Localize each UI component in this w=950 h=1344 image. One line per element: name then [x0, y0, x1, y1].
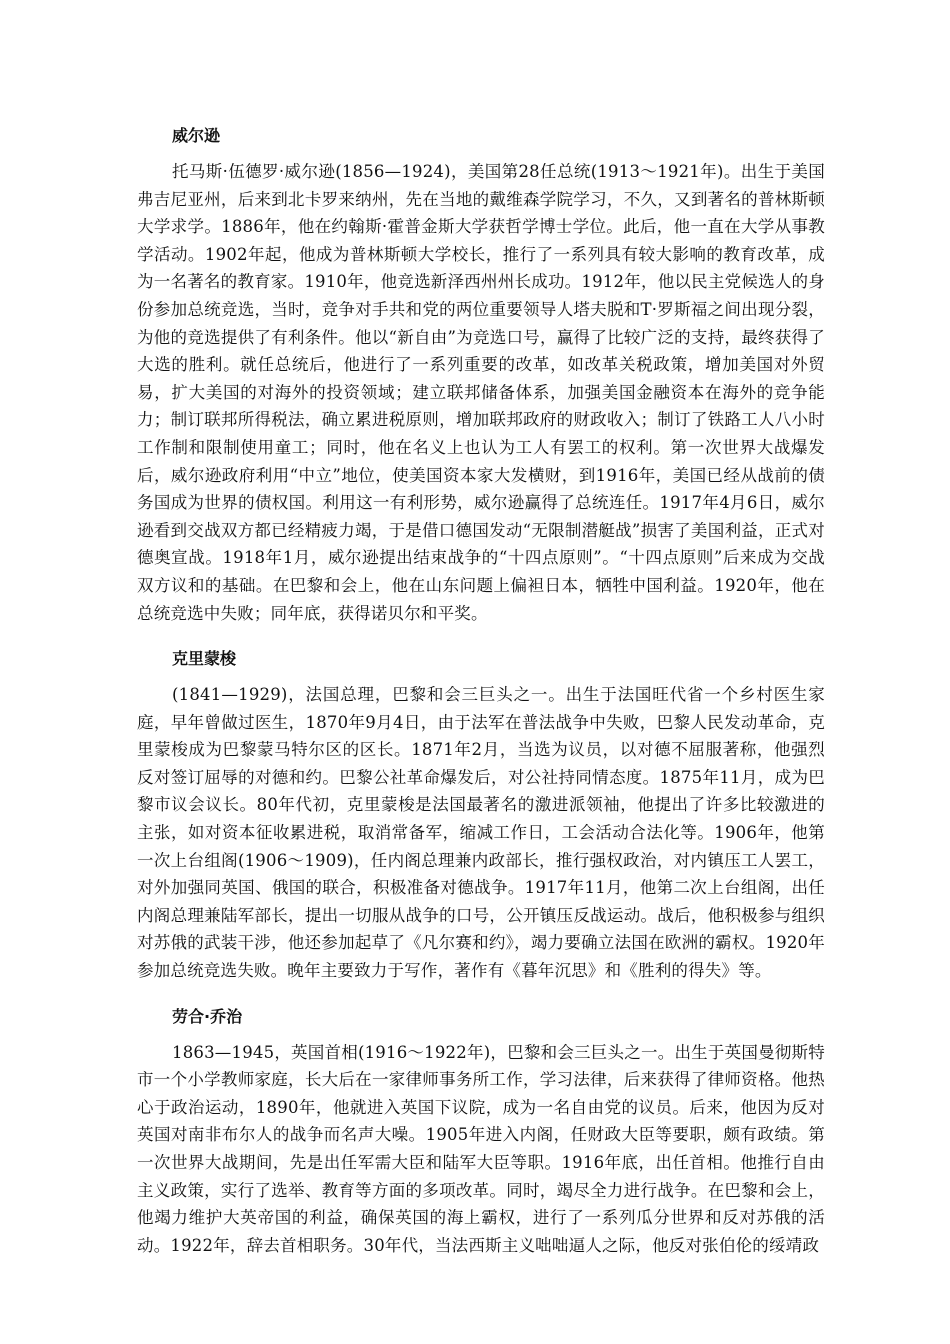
section-paragraph: (1841—1929)，法国总理，巴黎和会三巨头之一。出生于法国旺代省一个乡村医生家庭，早年曾做过医生，1870年9月4日，由于法军在普法战争中失败，巴黎人民发动革命，克里蒙梭成为巴黎蒙马特尔区的区长。1871年2月，当选为议员，以对德不屈服著称，他强烈反对签订屈辱的对德和约。巴黎公社革命爆发后，对公社持同情态度。1875年11月，成为巴黎市议会议长。80年代初，克里蒙梭是法国最著名的激进派领袖，他提出了许多比较激进的主张，如对资本征收累进税，取消常备军，缩减工作日，工会活动合法化等。1906年，他第一次上台组阁(1906～1909)，任内阁总理兼内政部长，推行强权政治，对内镇压工人罢工，对外加强同英国、俄国的联合，积极准备对德战争。1917年11月，他第二次上台组阁，出任内阁总理兼陆军部长，提出一切服从战争的口号，公开镇压反战运动。战后，他积极参与组织对苏俄的武装干涉，他还参加起草了《凡尔赛和约》，竭力要确立法国在欧洲的霸权。1920年参加总统竞选失败。晚年主要致力于写作，著作有《暮年沉思》和《胜利的得失》等。 [137, 685, 825, 981]
section-lloyd-george [137, 1003, 825, 1260]
section-wilson [137, 122, 825, 627]
document-page [137, 122, 825, 1277]
section-title: 威尔逊 [172, 126, 221, 145]
section-paragraph: 托马斯·伍德罗·威尔逊(1856—1924)，美国第28任总统(1913～1921年)。出生于美国弗吉尼亚州，后来到北卡罗来纳州，先在当地的戴维森学院学习，不久，又到著名的普林斯顿大学求学。1886年，他在约翰斯·霍普金斯大学获哲学博士学位。此后，他一直在大学从事教学活动。1902年起，他成为普林斯顿大学校长，推行了一系列具有较大影响的教育改革，成为一名著名的教育家。1910年，他竞选新泽西州州长成功。1912年，他以民主党候选人的身份参加总统竞选，当时，竞争对手共和党的两位重要领导人塔夫脱和T·罗斯福之间出现分裂，为他的竞选提供了有利条件。他以“新自由”为竞选口号，赢得了比较广泛的支持，最终获得了大选的胜利。就任总统后，他进行了一系列重要的改革，如改革关税政策，增加美国对外贸易，扩大美国的对海外的投资领域；建立联邦储备体系，加强美国金融资本在海外的竞争能力；制订联邦所得税法，确立累进税原则，增加联邦政府的财政收入；制订了铁路工人八小时工作制和限制使用童工；同时，他在名义上也认为工人有罢工的权利。第一次世界大战爆发后，威尔逊政府利用“中立”地位，使美国资本家大发横财，到1916年，美国已经从战前的债务国成为世界的债权国。利用这一有利形势，威尔逊赢得了总统连任。1917年4月6日，威尔逊看到交战双方都已经精疲力竭，于是借口德国发动“无限制潜艇战”损害了美国利益，正式对德奥宣战。1918年1月，威尔逊提出结束战争的“十四点原则”。“十四点原则”后来成为交战双方议和的基础。在巴黎和会上，他在山东问题上偏袒日本，牺牲中国利益。1920年，他在总统竞选中失败；同年底，获得诺贝尔和平奖。 [137, 162, 825, 623]
section-title: 克里蒙梭 [172, 649, 237, 669]
section-clemenceau [137, 645, 825, 985]
section-paragraph: 1863—1945，英国首相(1916～1922年)，巴黎和会三巨头之一。出生于英国曼彻斯特市一个小学教师家庭，长大后在一家律师事务所工作，学习法律，后来获得了律师资格。他热心于政治运动，1890年，他就进入英国下议院，成为一名自由党的议员。后来，他因为反对英国对南非布尔人的战争而名声大噪。1905年进入内阁，任财政大臣等要职，颇有政绩。第一次世界大战期间，先是出任军需大臣和陆军大臣等职。1916年底，出任首相。他推行自由主义政策，实行了选举、教育等方面的多项改革。同时，竭尽全力进行战争。在巴黎和会上，他竭力维护大英帝国的利益，确保英国的海上霸权，进行了一系列瓜分世界和反对苏俄的活动。1922年，辞去首相职务。30年代，当法西斯主义咄咄逼人之际，他反对张伯伦的绥靖政 [137, 1042, 825, 1255]
section-title: 劳合·乔治 [172, 1006, 243, 1026]
